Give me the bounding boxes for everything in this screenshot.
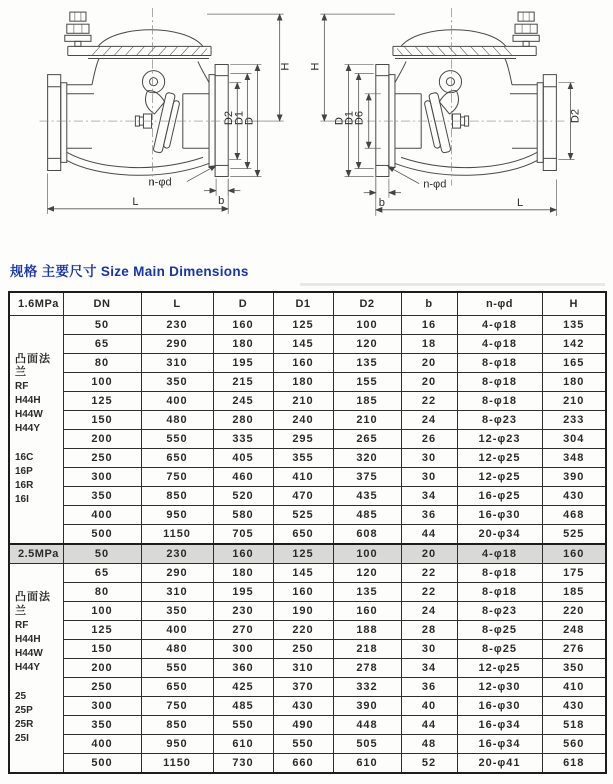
col-header-d: D xyxy=(213,292,273,316)
dimension-cell: 120 xyxy=(333,335,401,354)
dimension-cell: 350 xyxy=(63,487,141,506)
dimension-cell: 550 xyxy=(213,716,273,735)
dimension-cell: 52 xyxy=(401,754,457,774)
dimension-cell: 310 xyxy=(141,354,213,373)
dimension-cell: 350 xyxy=(141,373,213,392)
dimension-cell: 233 xyxy=(542,411,606,430)
dimension-cell: 375 xyxy=(333,468,401,487)
dimension-cell: 705 xyxy=(213,525,273,545)
dimension-cell: 550 xyxy=(273,735,333,754)
dimension-cell: 310 xyxy=(141,583,213,602)
dimension-cell: 220 xyxy=(273,621,333,640)
dimension-cell: 65 xyxy=(63,564,141,583)
table-row xyxy=(9,316,606,335)
dimension-cell: 16-φ30 xyxy=(457,506,542,525)
dimension-cell: 50 xyxy=(63,316,141,335)
dimension-cell: 125 xyxy=(273,544,333,564)
dimension-cell: 480 xyxy=(141,640,213,659)
col-header-d1: D1 xyxy=(273,292,333,316)
dimension-cell: 580 xyxy=(213,506,273,525)
dimension-cell: 165 xyxy=(542,354,606,373)
side-label: RF xyxy=(15,619,29,631)
table-row xyxy=(9,335,606,354)
dimension-cell: 150 xyxy=(63,640,141,659)
dimension-cell: 160 xyxy=(213,544,273,564)
dimension-cell: 18 xyxy=(401,335,457,354)
dimension-cell: 16 xyxy=(401,316,457,335)
dimension-cell: 100 xyxy=(333,544,401,564)
dimension-cell: 435 xyxy=(333,487,401,506)
dim-label-d1: D1 xyxy=(233,110,246,126)
table-row xyxy=(9,506,606,525)
dimension-cell: 276 xyxy=(542,640,606,659)
dimension-n-phi-d xyxy=(149,165,217,188)
dimension-cell: 470 xyxy=(273,487,333,506)
dimension-cell: 155 xyxy=(333,373,401,392)
dimension-h xyxy=(207,14,292,121)
dimension-cell: 185 xyxy=(333,392,401,411)
side-label: 25I xyxy=(15,732,29,744)
dimension-cell: 160 xyxy=(213,316,273,335)
table-row xyxy=(9,583,606,602)
dimension-cell: 100 xyxy=(63,373,141,392)
dimension-cell: 22 xyxy=(401,564,457,583)
dimension-cell: 36 xyxy=(401,506,457,525)
dimension-cell: 30 xyxy=(401,468,457,487)
dimension-cell: 8-φ18 xyxy=(457,392,542,411)
dimension-cell: 8-φ18 xyxy=(457,354,542,373)
dimension-cell: 270 xyxy=(213,621,273,640)
dimension-cell: 34 xyxy=(401,659,457,678)
dimension-b xyxy=(204,179,240,207)
dimension-cell: 12-φ25 xyxy=(457,449,542,468)
dimension-cell: 295 xyxy=(273,430,333,449)
table-row xyxy=(9,659,606,678)
dimension-cell: 20 xyxy=(401,373,457,392)
dimension-cell: 135 xyxy=(333,583,401,602)
table-row xyxy=(9,678,606,697)
dimension-cell: 265 xyxy=(333,430,401,449)
dimension-cell: 142 xyxy=(542,335,606,354)
dimension-cell: 304 xyxy=(542,430,606,449)
dimension-cell: 490 xyxy=(273,716,333,735)
dimension-cell: 950 xyxy=(141,735,213,754)
dimension-cell: 215 xyxy=(213,373,273,392)
dimension-cell: 248 xyxy=(542,621,606,640)
dimension-cell: 240 xyxy=(273,411,333,430)
table-row xyxy=(9,621,606,640)
col-header-b: b xyxy=(401,292,457,316)
col-header-d2: D2 xyxy=(333,292,401,316)
table-row xyxy=(9,564,606,583)
dimension-cell: 160 xyxy=(333,602,401,621)
dimension-cell: 220 xyxy=(542,602,606,621)
dimension-cell: 4-φ18 xyxy=(457,544,542,564)
dimension-cell: 430 xyxy=(542,697,606,716)
side-label: 16C xyxy=(15,452,34,464)
side-label: H44W xyxy=(15,647,43,659)
dim-label-l: L xyxy=(517,196,524,209)
dimension-cell: 430 xyxy=(542,487,606,506)
dimension-cell: 30 xyxy=(401,449,457,468)
dimension-cell: 185 xyxy=(542,583,606,602)
dimension-cell: 28 xyxy=(401,621,457,640)
col-header-l: L xyxy=(141,292,213,316)
right-valve-drawing xyxy=(309,2,604,230)
dimension-cell: 400 xyxy=(63,506,141,525)
dimension-cell: 300 xyxy=(63,468,141,487)
dimension-cell: 250 xyxy=(63,449,141,468)
dimension-cell: 100 xyxy=(333,316,401,335)
dimension-cell: 12-φ30 xyxy=(457,678,542,697)
dimension-cell: 518 xyxy=(542,716,606,735)
dimension-cell: 650 xyxy=(141,678,213,697)
side-label: H44Y xyxy=(15,661,41,673)
side-label: RF xyxy=(15,381,29,393)
table-row xyxy=(9,602,606,621)
table-row xyxy=(9,430,606,449)
dimension-cell: 26 xyxy=(401,430,457,449)
table-row xyxy=(9,373,606,392)
dim-label-d2: D2 xyxy=(223,110,236,126)
dimension-cell: 34 xyxy=(401,487,457,506)
dimension-cell: 180 xyxy=(542,373,606,392)
table-row xyxy=(9,544,606,564)
dimension-cell: 300 xyxy=(213,640,273,659)
dimension-cell: 250 xyxy=(273,640,333,659)
dimension-cell: 950 xyxy=(141,506,213,525)
dimension-cell: 30 xyxy=(401,640,457,659)
dimension-cell: 20-φ41 xyxy=(457,754,542,774)
dimension-cell: 160 xyxy=(273,583,333,602)
side-label: 16P xyxy=(15,466,33,478)
dimension-cell: 200 xyxy=(63,659,141,678)
dimension-cell: 520 xyxy=(213,487,273,506)
table-row xyxy=(9,525,606,545)
dimension-cell: 180 xyxy=(213,564,273,583)
dimension-b xyxy=(364,179,401,209)
table-row xyxy=(9,468,606,487)
dimension-cell: 468 xyxy=(542,506,606,525)
dim-label-d: D xyxy=(333,117,346,126)
col-header-dn: DN xyxy=(63,292,141,316)
dimensions-table xyxy=(8,291,607,774)
dimension-cell: 20 xyxy=(401,544,457,564)
dimension-cell: 300 xyxy=(63,697,141,716)
dimension-cell: 355 xyxy=(273,449,333,468)
dimension-cell: 44 xyxy=(401,716,457,735)
dimension-cell: 210 xyxy=(542,392,606,411)
side-label: 凸面法兰 xyxy=(15,352,51,378)
dimension-cell: 730 xyxy=(213,754,273,774)
dimensions-table-wrap xyxy=(8,291,607,774)
dimension-cell: 22 xyxy=(401,392,457,411)
dimension-cell: 16-φ34 xyxy=(457,716,542,735)
dimension-cell: 8-φ18 xyxy=(457,583,542,602)
left-valve-drawing xyxy=(0,2,295,230)
dimension-cell: 125 xyxy=(63,621,141,640)
dimension-cell: 20 xyxy=(401,354,457,373)
dimension-l xyxy=(376,174,557,216)
page-title: 规格 主要尺寸 Size Main Dimensions xyxy=(10,264,249,279)
dimension-cell: 180 xyxy=(213,335,273,354)
side-label: 25P xyxy=(15,704,33,716)
dimension-cell: 120 xyxy=(333,564,401,583)
dimension-cell: 505 xyxy=(333,735,401,754)
dimension-cell: 250 xyxy=(63,678,141,697)
table-row xyxy=(9,697,606,716)
dimension-cell: 400 xyxy=(141,621,213,640)
dimension-cell: 230 xyxy=(213,602,273,621)
dimension-cell: 350 xyxy=(141,602,213,621)
dimension-cell: 278 xyxy=(333,659,401,678)
side-label: 25R xyxy=(15,718,34,730)
dimension-cell: 550 xyxy=(141,659,213,678)
dimension-cell: 448 xyxy=(333,716,401,735)
dimension-cell: 525 xyxy=(273,506,333,525)
flange-type-labels xyxy=(9,564,63,774)
side-label: H44H xyxy=(15,633,41,645)
dimension-cell: 125 xyxy=(273,316,333,335)
dimension-cell: 8-φ25 xyxy=(457,621,542,640)
dimension-cell: 12-φ25 xyxy=(457,659,542,678)
dimension-cell: 195 xyxy=(213,354,273,373)
dim-label-b: b xyxy=(378,196,385,209)
dimension-cell: 650 xyxy=(273,525,333,545)
dimension-cell: 16-φ34 xyxy=(457,735,542,754)
dimension-h xyxy=(309,14,395,121)
dimension-cell: 44 xyxy=(401,525,457,545)
side-label: 16I xyxy=(15,494,29,506)
dimension-cell: 125 xyxy=(63,392,141,411)
dimension-cell: 360 xyxy=(213,659,273,678)
dim-label-d2: D2 xyxy=(569,108,582,124)
dimension-cell: 500 xyxy=(63,754,141,774)
pressure-header: 1.6MPa xyxy=(9,292,63,316)
dimension-cell: 320 xyxy=(333,449,401,468)
dimension-cell: 660 xyxy=(273,754,333,774)
dimension-cell: 180 xyxy=(273,373,333,392)
col-header-h: H xyxy=(542,292,606,316)
dimension-cell: 850 xyxy=(141,487,213,506)
dim-label-n-phi-d: n-φd xyxy=(148,176,172,189)
dimension-cell: 36 xyxy=(401,678,457,697)
table-row xyxy=(9,754,606,774)
table-row xyxy=(9,716,606,735)
dimension-cell: 350 xyxy=(542,659,606,678)
dimension-cell: 335 xyxy=(213,430,273,449)
dimension-cell: 150 xyxy=(63,411,141,430)
dim-label-d1: D1 xyxy=(343,110,356,126)
dimension-cell: 430 xyxy=(273,697,333,716)
pressure-cell: 2.5MPa xyxy=(9,544,63,564)
dimension-cell: 485 xyxy=(333,506,401,525)
dimension-cell: 618 xyxy=(542,754,606,774)
dimension-cell: 610 xyxy=(333,754,401,774)
dimension-cell: 4-φ18 xyxy=(457,316,542,335)
dim-label-b: b xyxy=(218,194,225,207)
dimension-cell: 550 xyxy=(141,430,213,449)
dimension-cell: 410 xyxy=(542,678,606,697)
flange-type-labels xyxy=(9,316,63,545)
dimension-cell: 210 xyxy=(333,411,401,430)
side-label: 16R xyxy=(15,480,34,492)
dimension-cell: 650 xyxy=(141,449,213,468)
dimension-cell: 8-φ23 xyxy=(457,602,542,621)
table-row xyxy=(9,640,606,659)
dimension-cell: 290 xyxy=(141,564,213,583)
dimension-cell: 460 xyxy=(213,468,273,487)
dimension-cell: 160 xyxy=(542,544,606,564)
dimension-cell: 190 xyxy=(273,602,333,621)
valve-drawings xyxy=(0,2,613,234)
dimension-cell: 65 xyxy=(63,335,141,354)
scan-artifact xyxy=(300,283,605,286)
table-row xyxy=(9,487,606,506)
dimension-cell: 22 xyxy=(401,583,457,602)
dimension-cell: 410 xyxy=(273,468,333,487)
dimension-cell: 480 xyxy=(141,411,213,430)
dimension-cell: 750 xyxy=(141,468,213,487)
dimension-cell: 135 xyxy=(333,354,401,373)
dimension-cell: 560 xyxy=(542,735,606,754)
dimension-cell: 348 xyxy=(542,449,606,468)
dimension-cell: 40 xyxy=(401,697,457,716)
dimension-cell: 24 xyxy=(401,411,457,430)
table-header-row xyxy=(9,292,606,316)
dimension-cell: 245 xyxy=(213,392,273,411)
dimension-cell: 485 xyxy=(213,697,273,716)
col-header-n-phi-d: n-φd xyxy=(457,292,542,316)
dimension-cell: 80 xyxy=(63,354,141,373)
dimension-cell: 280 xyxy=(213,411,273,430)
dimension-cell: 16-φ25 xyxy=(457,487,542,506)
dimension-cell: 425 xyxy=(213,678,273,697)
dimension-cell: 210 xyxy=(273,392,333,411)
dimension-cell: 750 xyxy=(141,697,213,716)
dimension-cell: 850 xyxy=(141,716,213,735)
dimension-cell: 20-φ34 xyxy=(457,525,542,545)
dimension-cell: 608 xyxy=(333,525,401,545)
dimension-cell: 218 xyxy=(333,640,401,659)
table-row xyxy=(9,735,606,754)
dimension-cell: 8-φ18 xyxy=(457,564,542,583)
dimension-cell: 400 xyxy=(63,735,141,754)
dimension-cell: 1150 xyxy=(141,754,213,774)
dimension-cell: 48 xyxy=(401,735,457,754)
dimension-cell: 8-φ18 xyxy=(457,373,542,392)
dimension-cell: 350 xyxy=(63,716,141,735)
dim-label-n-phi-d: n-φd xyxy=(423,178,447,191)
dimension-cell: 8-φ25 xyxy=(457,640,542,659)
dimension-cell: 4-φ18 xyxy=(457,335,542,354)
dimension-cell: 390 xyxy=(333,697,401,716)
dimension-cell: 24 xyxy=(401,602,457,621)
dim-label-h: H xyxy=(309,62,322,71)
dimension-cell: 195 xyxy=(213,583,273,602)
dimension-cell: 610 xyxy=(213,735,273,754)
dimension-cell: 500 xyxy=(63,525,141,545)
dimension-cell: 230 xyxy=(141,544,213,564)
dimension-cell: 175 xyxy=(542,564,606,583)
side-label: H44W xyxy=(15,409,43,421)
table-row xyxy=(9,354,606,373)
dimension-cell: 370 xyxy=(273,678,333,697)
dimension-cell: 50 xyxy=(63,544,141,564)
dimension-cell: 145 xyxy=(273,564,333,583)
side-label: H44H xyxy=(15,395,41,407)
dimension-cell: 200 xyxy=(63,430,141,449)
dim-label-l: L xyxy=(132,195,139,208)
dimension-cell: 400 xyxy=(141,392,213,411)
dimension-cell: 8-φ23 xyxy=(457,411,542,430)
side-label: H44Y xyxy=(15,423,41,435)
dimension-cell: 1150 xyxy=(141,525,213,545)
dimension-cell: 160 xyxy=(273,354,333,373)
side-label: 凸面法兰 xyxy=(15,591,51,617)
dimension-cell: 12-φ25 xyxy=(457,468,542,487)
side-label: 25 xyxy=(15,690,27,702)
dimension-cell: 230 xyxy=(141,316,213,335)
table-body xyxy=(9,316,606,774)
dimension-cell: 525 xyxy=(542,525,606,545)
dimension-cell: 405 xyxy=(213,449,273,468)
dim-label-d: D xyxy=(243,117,256,126)
table-row xyxy=(9,411,606,430)
table-row xyxy=(9,392,606,411)
dimension-cell: 145 xyxy=(273,335,333,354)
dimension-cell: 290 xyxy=(141,335,213,354)
dim-label-d6: D6 xyxy=(353,110,366,126)
dimension-cell: 310 xyxy=(273,659,333,678)
table-row xyxy=(9,449,606,468)
dimension-cell: 100 xyxy=(63,602,141,621)
dimension-cell: 135 xyxy=(542,316,606,335)
dimension-cell: 16-φ30 xyxy=(457,697,542,716)
dimension-cell: 188 xyxy=(333,621,401,640)
dimension-cell: 12-φ23 xyxy=(457,430,542,449)
dimension-cell: 390 xyxy=(542,468,606,487)
dimension-cell: 80 xyxy=(63,583,141,602)
dim-label-h: H xyxy=(279,62,292,71)
dimension-cell: 332 xyxy=(333,678,401,697)
dimension-l xyxy=(48,174,229,214)
